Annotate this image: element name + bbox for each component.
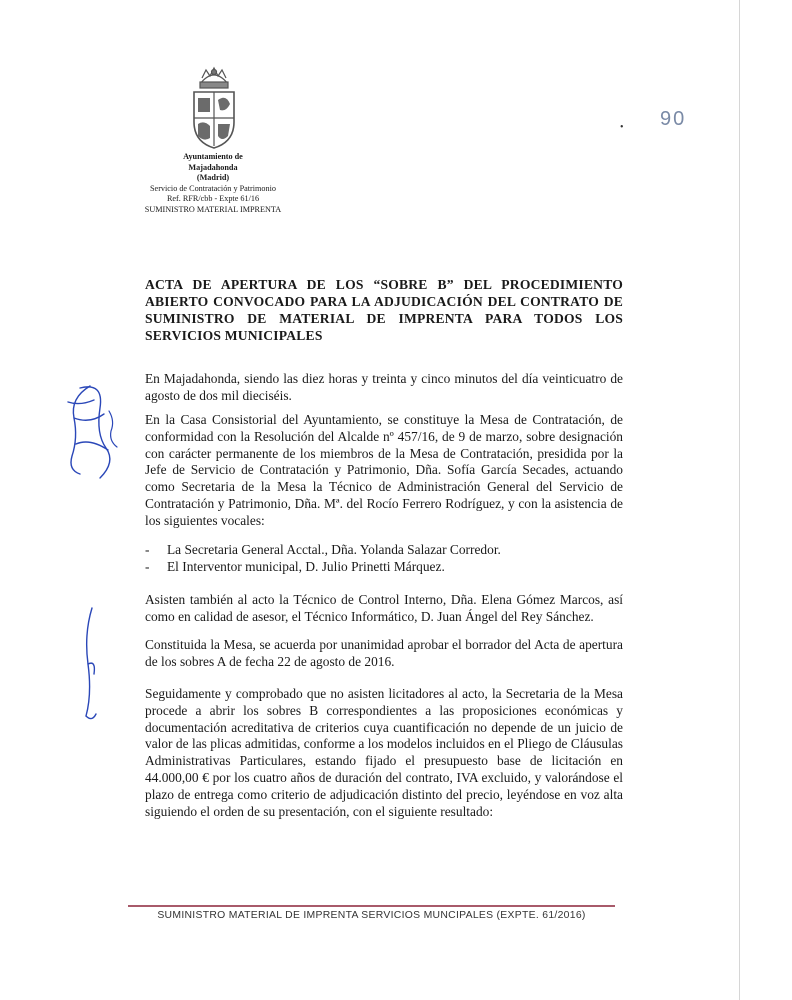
paragraph-asistentes: Asisten también al acto la Técnico de Control Interno, Dña. Elena Gómez Marcos, así como en calidad de asesor, el Técnico Informático, D. Juan Ángel del Rey Sánchez. — [145, 592, 623, 624]
document-title — [145, 276, 623, 344]
title-line: ABIERTO CONVOCADO PARA LA ADJUDICACIÓN DEL CONTRATO DE — [145, 294, 623, 309]
title-line: SUMINISTRO DE MATERIAL DE IMPRENTA PARA TODOS LOS — [145, 311, 623, 326]
paragraph-apertura: Seguidamente y comprobado que no asisten licitadores al acto, la Secretaria de la Mesa procede a abrir los sobres B correspondientes a las proposiciones económicas y documentación acreditativa de criterios cuya cuantificación no depende de un juicio de valor de las plicas admitidas, conforme a los modelos incluidos en el Pliego de Cláusulas Administrativas Particulares, estando fijado el presupuesto base de licitación en 44.000,00 € por los cuatro años de duración del contrato, IVA excluido, y valorándose el plazo de entrega como criterio de adjudicación distinto del precio, leyéndose en voz alta siguiendo el orden de su presentación, con el siguiente resultado: — [145, 686, 623, 819]
header-line: SUMINISTRO MATERIAL IMPRENTA — [144, 204, 282, 214]
list-item: - El Interventor municipal, D. Julio Prinetti Márquez. — [145, 559, 445, 574]
title-line: ACTA DE APERTURA DE LOS “SOBRE B” DEL PROCEDIMIENTO — [145, 277, 623, 292]
paragraph-date: En Majadahonda, siendo las diez horas y treinta y cinco minutos del día veinticuatro de agosto de dos mil dieciséis. — [145, 371, 623, 403]
stamp-mark: • — [620, 122, 624, 133]
vocales-list — [145, 541, 623, 575]
handwritten-signature — [78, 604, 108, 728]
paragraph-mesa: En la Casa Consistorial del Ayuntamiento, se constituye la Mesa de Contratación, de conformidad con la Resolución del Alcalde nº 457/16, de 9 de marzo, sobre designación con carácter permanente de los miembros de la Mesa de Contratación, presidida por la Jefe de Servicio de Contratación y Patrimonio, Dña. Sofía García Secades, actuando como Secretaria de la Mesa la Técnico de Administración General del Servicio de Contratación y Patrimonio, Dña. Mª. del Rocío Ferrero Rodríguez, y con la asistencia de los siguientes vocales: — [145, 412, 623, 528]
vocal-text: El Interventor municipal, D. Julio Prinetti Márquez. — [167, 559, 445, 574]
vocal-text: La Secretaria General Acctal., Dña. Yolanda Salazar Corredor. — [167, 542, 501, 557]
page-number-stamp — [618, 108, 698, 138]
margin-mark — [107, 409, 125, 449]
list-item: - La Secretaria General Acctal., Dña. Yolanda Salazar Corredor. — [145, 542, 501, 557]
paragraph-borrador: Constituida la Mesa, se acuerda por unanimidad aprobar el borrador del Acta de apertura de los sobres A de fecha 22 de agosto de 2016. — [145, 637, 623, 669]
footer-rule — [128, 905, 615, 907]
page-edge — [739, 0, 740, 1000]
header-line: Servicio de Contratación y Patrimonio — [150, 183, 276, 193]
page-footer: SUMINISTRO MATERIAL DE IMPRENTA SERVICIOS MUNCIPALES (EXPTE. 61/2016) — [157, 910, 586, 921]
stamp-page-number: 90 — [660, 108, 687, 130]
header-line: Majadahonda — [188, 162, 238, 172]
header-line: Ayuntamiento de — [183, 152, 243, 161]
header-block — [118, 152, 308, 215]
title-line: SERVICIOS MUNICIPALES — [145, 328, 323, 343]
header-line: (Madrid) — [196, 173, 230, 182]
header-line: Ref. RFR/cbb - Expte 61/16 — [166, 194, 260, 203]
municipal-crest-logo — [186, 64, 242, 150]
